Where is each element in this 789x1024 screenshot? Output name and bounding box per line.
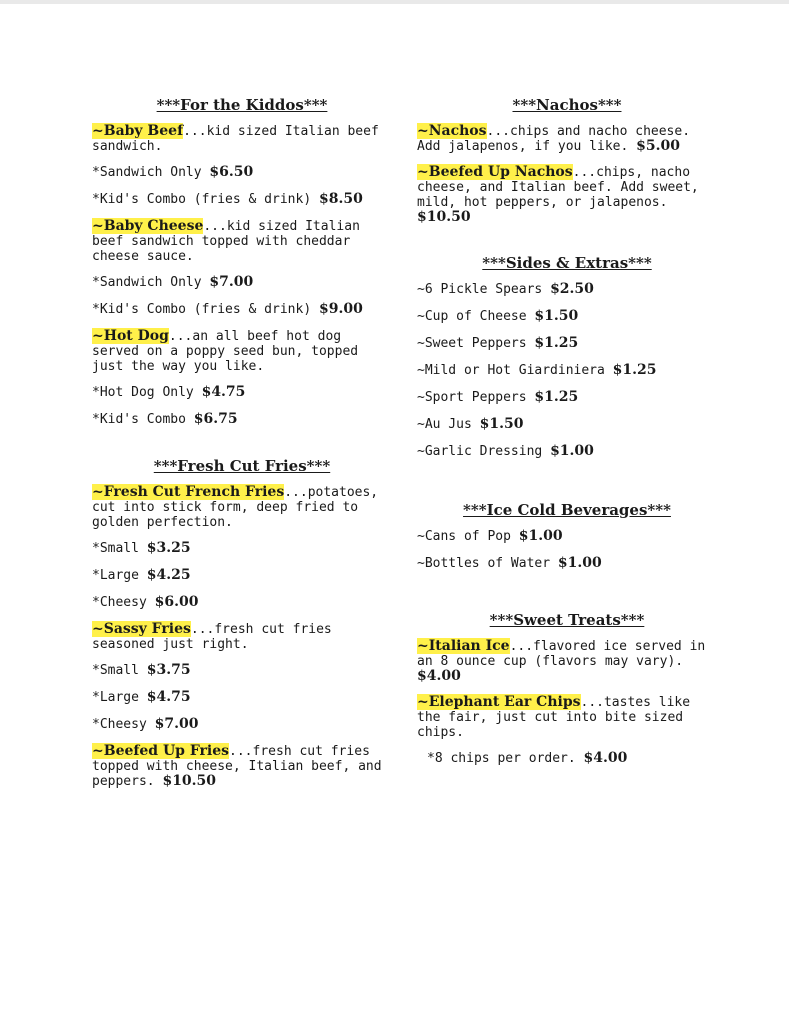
beverage-price: $1.00 [518,528,563,544]
baby-cheese-name: ~Baby Cheese [92,218,204,234]
side-price: $1.00 [550,443,594,459]
beefed-up-fries-price: $10.50 [162,773,217,789]
option-price: $7.00 [154,716,199,732]
side-item-pickle [417,282,717,297]
beverage-item-water [417,556,717,571]
option-price: $6.50 [209,164,254,180]
fresh-fries-option-2 [92,568,392,583]
option-price: $3.75 [146,662,191,678]
option-price: $4.00 [583,750,628,766]
section-gap [417,236,717,254]
option-price: $4.75 [146,689,191,705]
option-price: $6.00 [154,594,199,610]
option-label: *Large [92,568,147,583]
side-item-sweet-peppers [417,336,717,351]
beefed-up-fries-name: ~Beefed Up Fries [92,743,230,759]
elephant-ear-option [417,751,717,766]
baby-cheese-desc: ...kid sized Italian beef sandwich topped with cheddar cheese sauce. [92,219,360,264]
nachos-price: $5.00 [636,138,680,154]
option-price: $8.50 [318,191,363,207]
option-label: *Kid's Combo [92,412,194,427]
beefed-up-nachos-name: ~Beefed Up Nachos [417,164,573,180]
option-price: $6.75 [193,411,238,427]
sassy-fries-name: ~Sassy Fries [92,621,191,637]
side-price: $1.25 [534,389,579,405]
option-label: *Cheesy [92,595,155,610]
baby-beef-name: ~Baby Beef [92,123,184,139]
italian-ice-price: $4.00 [417,668,461,684]
fresh-fries-item [92,485,392,530]
option-label: *Small [92,663,147,678]
nachos-title: ***Nachos*** [512,96,622,114]
sassy-fries-option-3 [92,717,392,732]
fresh-fries-name: ~Fresh Cut French Fries [92,484,285,500]
elephant-ear-name: ~Elephant Ear Chips [417,694,581,710]
side-label: ~Sport Peppers [417,390,535,405]
sassy-fries-item [92,622,392,652]
nachos-desc: ...chips and nacho cheese. Add jalapenos, if you like. [417,124,691,154]
beverage-item-pop [417,529,717,544]
option-price: $7.00 [209,274,254,290]
side-label: ~Au Jus [417,417,480,432]
elephant-ear-item [417,695,717,740]
italian-ice-desc: ...flavored ice served in an 8 ounce cup (flavors may vary). [417,639,706,669]
side-item-sport-peppers [417,390,717,405]
option-price: $4.25 [146,567,191,583]
beefed-up-nachos-desc: ...chips, nacho cheese, and Italian beef. Add sweet, mild, hot peppers, or jalapenos. [417,165,699,210]
section-gap [417,471,717,501]
baby-beef-item [92,124,392,154]
fresh-fries-option-1 [92,541,392,556]
side-label: ~Sweet Peppers [417,336,535,351]
option-label: *Cheesy [92,717,155,732]
fries-title: ***Fresh Cut Fries*** [153,457,331,475]
hot-dog-desc: ...an all beef hot dog served on a poppy seed bun, topped just the way you like. [92,329,359,374]
option-label: *Kid's Combo (fries & drink) [92,302,319,317]
right-column [417,96,717,778]
baby-beef-option-2 [92,192,392,207]
option-label: *Hot Dog Only [92,385,202,400]
beefed-up-fries-item [92,744,392,789]
treats-title: ***Sweet Treats*** [489,611,645,629]
option-price: $4.75 [201,384,246,400]
beverages-title: ***Ice Cold Beverages*** [463,501,671,519]
sassy-fries-desc: ...fresh cut fries seasoned just right. [92,622,332,652]
option-label: *Sandwich Only [92,165,210,180]
elephant-ear-desc: ...tastes like the fair, just cut into bite sized chips. [417,695,691,740]
side-item-giardiniera [417,363,717,378]
option-label: *Kid's Combo (fries & drink) [92,192,319,207]
italian-ice-name: ~Italian Ice [417,638,510,654]
fresh-fries-desc: ...potatoes, cut into stick form, deep fried to golden perfection. [92,485,379,530]
section-gap [417,583,717,611]
option-label: *8 chips per order. [427,751,584,766]
beefed-up-nachos-item [417,165,717,225]
left-column [92,96,392,800]
baby-beef-option-1 [92,165,392,180]
baby-cheese-option-2 [92,302,392,317]
option-label: *Large [92,690,147,705]
beverage-label: ~Cans of Pop [417,529,519,544]
option-price: $9.00 [318,301,363,317]
side-label: ~Mild or Hot Giardiniera [417,363,613,378]
side-label: ~Garlic Dressing [417,444,551,459]
hot-dog-name: ~Hot Dog [92,328,169,344]
sassy-fries-option-2 [92,690,392,705]
beefed-up-fries-desc: ...fresh cut fries topped with cheese, Italian beef, and peppers. [92,744,382,789]
nachos-name: ~Nachos [417,123,487,139]
option-label: *Sandwich Only [92,275,210,290]
nachos-item [417,124,717,154]
kiddos-title: ***For the Kiddos*** [156,96,328,114]
option-label: *Small [92,541,147,556]
side-price: $1.25 [534,335,579,351]
italian-ice-item [417,639,717,684]
side-label: ~Cup of Cheese [417,309,535,324]
side-item-garlic-dressing [417,444,717,459]
side-item-au-jus [417,417,717,432]
hot-dog-item [92,329,392,374]
hot-dog-option-2 [92,412,392,427]
section-gap [92,439,392,457]
sides-title: ***Sides & Extras*** [482,254,652,272]
beverage-label: ~Bottles of Water [417,556,558,571]
side-price: $1.50 [479,416,524,432]
side-label: ~6 Pickle Spears [417,282,551,297]
top-bar [0,0,789,4]
baby-cheese-item [92,219,392,264]
option-price: $3.25 [146,540,191,556]
fresh-fries-option-3 [92,595,392,610]
baby-cheese-option-1 [92,275,392,290]
baby-beef-desc: ...kid sized Italian beef sandwich. [92,124,379,154]
beefed-up-nachos-price: $10.50 [417,209,471,225]
side-price: $1.25 [612,362,657,378]
hot-dog-option-1 [92,385,392,400]
side-item-cheese [417,309,717,324]
sassy-fries-option-1 [92,663,392,678]
beverage-price: $1.00 [557,555,602,571]
side-price: $2.50 [550,281,594,297]
side-price: $1.50 [534,308,579,324]
